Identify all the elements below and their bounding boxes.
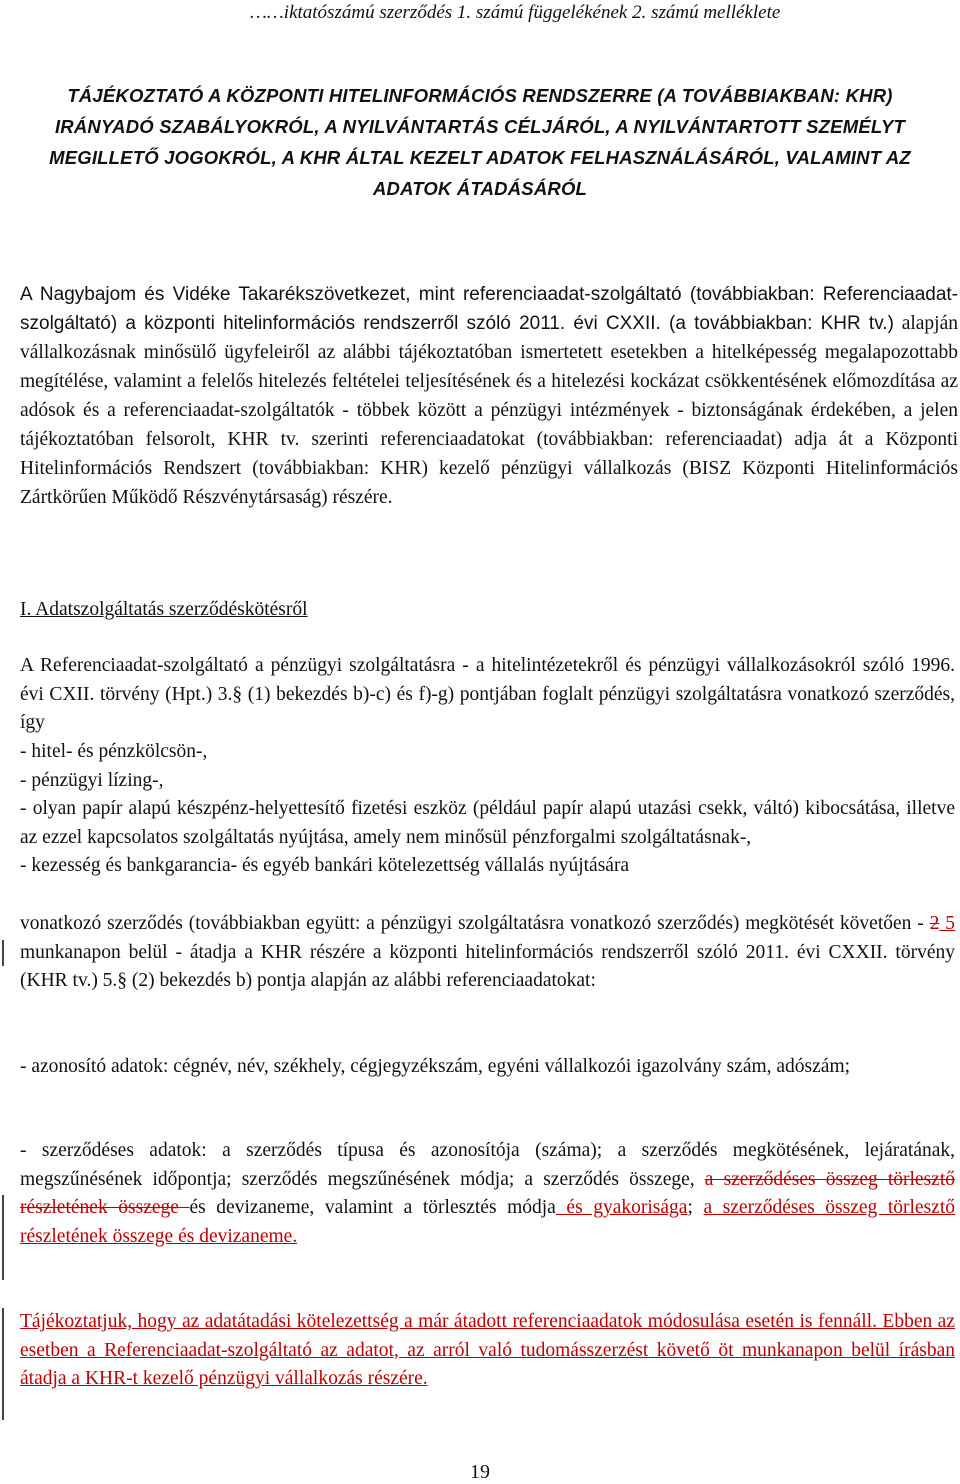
inserted-text: és gyakorisága	[555, 1197, 688, 1219]
section-1-heading: I. Adatszolgáltatás szerződéskötésről	[20, 599, 308, 620]
document-header: ……iktatószámú szerződés 1. számú függelékének 2. számú melléklete	[250, 2, 781, 23]
inserted-text: a szerződéses összeg törlesztő részletének összege és devizaneme.	[20, 1197, 955, 1247]
section-1-continuation: vonatkozó szerződés (továbbiakban együtt: a pénzügyi szolgáltatásra vonatkozó szerződés) megkötését követően - 2 5 munkanapon belül - átadja a KHR részére a központi hitelinformációs rendszerről szóló 2011. évi CXXII. törvény (KHR tv.) 5.§ (2) bekezdés b) pontja alapján az alábbi referenciaadatokat:	[20, 913, 956, 992]
list-item: - hitel- és pénzkölcsön-,	[20, 741, 208, 762]
service-list	[20, 738, 955, 881]
intro-text-part1: A Nagybajom és Vidéke Takarékszövetkezet, mint referenciaadat-szolgáltató (továbbiakban: Referenciaadat-szolgáltató) a központi hitelinformációs rendszerről szóló 2011. évi CXXII. (a továbbiakban: KHR tv.)	[20, 284, 958, 334]
deleted-text: a szerződéses összeg törlesztő részletének összege	[20, 1168, 955, 1219]
intro-paragraph	[20, 280, 958, 512]
list-item: - kezesség és bankgarancia- és egyéb bankári kötelezettség vállalás nyújtására	[20, 855, 630, 877]
notice-paragraph: Tájékoztatjuk, hogy az adatátadási kötelezettség a már átadott referenciaadatok módosulása esetén is fennáll. Ebben az esetben a Referenciaadat-szolgáltató az adatot, az arról való tudomásszerzést követő öt munkanapon belül írásban átadja a KHR-t kezelő pénzügyi vállalkozás részére.	[20, 1311, 955, 1390]
change-bar	[2, 940, 4, 966]
inserted-text: 5	[939, 913, 956, 934]
document-title: TÁJÉKOZTATÓ A KÖZPONTI HITELINFORMÁCIÓS RENDSZERRE (A TOVÁBBIAKBAN: KHR) IRÁNYADÓ SZABÁLYOKRÓL, A NYILVÁNTARTÁS CÉLJÁRÓL, A NYILVÁNTARTOTT SZEMÉLYT MEGILLETŐ JOGOKRÓL, A KHR ÁLTAL KEZELT ADATOK FELHASZNÁLÁSÁRÓL, VALAMINT AZ ADATOK ÁTADÁSÁRÓL	[49, 85, 911, 199]
intro-text-part2: alapján vállalkozásnak minősülő ügyfeleiről az alábbi tájékoztatóban ismertetett esetekben a hitelképesség megalapozottabb megítélése, valamint a felelős hitelezés feltételei teljesítésének és a hitelezési kockázat csökkentésének előmozdítása az adósok és a referenciaadat-szolgáltatók - többek között a pénzügyi intézmények - biztonságának érdekében, a jelen tájékoztatóban felsorolt, KHR tv. szerinti referenciaadatokat (továbbiakban: referenciaadat) adja át a Központi Hitelinformációs Rendszert (továbbiakban: KHR) kezelő pénzügyi vállalkozás (BISZ Központi Hitelinformációs Zártkörűen Működő Részvénytársaság) részére.	[20, 313, 959, 508]
deleted-text: 2	[929, 913, 940, 934]
page-number: 19	[470, 1461, 490, 1483]
change-bar	[2, 1308, 4, 1420]
list-item: - olyan papír alapú készpénz-helyettesítő fizetési eszköz (például papír alapú utazási csekk, váltó) kibocsátása, illetve az ezzel kapcsolatos szolgáltatás nyújtása, amely nem minősül pénzforgalmi szolgáltatásnak-,	[20, 798, 955, 848]
change-bar	[2, 1195, 4, 1280]
identification-data-item: - azonosító adatok: cégnév, név, székhely, cégjegyzékszám, egyéni vállalkozói igazolvány szám, adószám;	[20, 1056, 851, 1077]
contract-data-item: - szerződéses adatok: a szerződés típusa és azonosítója (száma); a szerződés megkötésének, lejáratának, megszűnésének időpontja; szerződés megszűnésének módja; a szerződés összege, a szerződéses összeg törlesztő részletének összege és devizaneme, valamint a törlesztés módja és gyakorisága; a szerződéses összeg törlesztő részletének összege és devizaneme.	[20, 1140, 955, 1247]
list-item: - pénzügyi lízing-,	[20, 769, 164, 791]
section-1-paragraph: A Referenciaadat-szolgáltató a pénzügyi szolgáltatásra - a hitelintézetekről és pénzügyi vállalkozásokról szóló 1996. évi CXII. törvény (Hpt.) 3.§ (1) bekezdés b)-c) és f)-g) pontjában foglalt pénzügyi szolgáltatásra vonatkozó szerződés, így	[20, 655, 955, 734]
